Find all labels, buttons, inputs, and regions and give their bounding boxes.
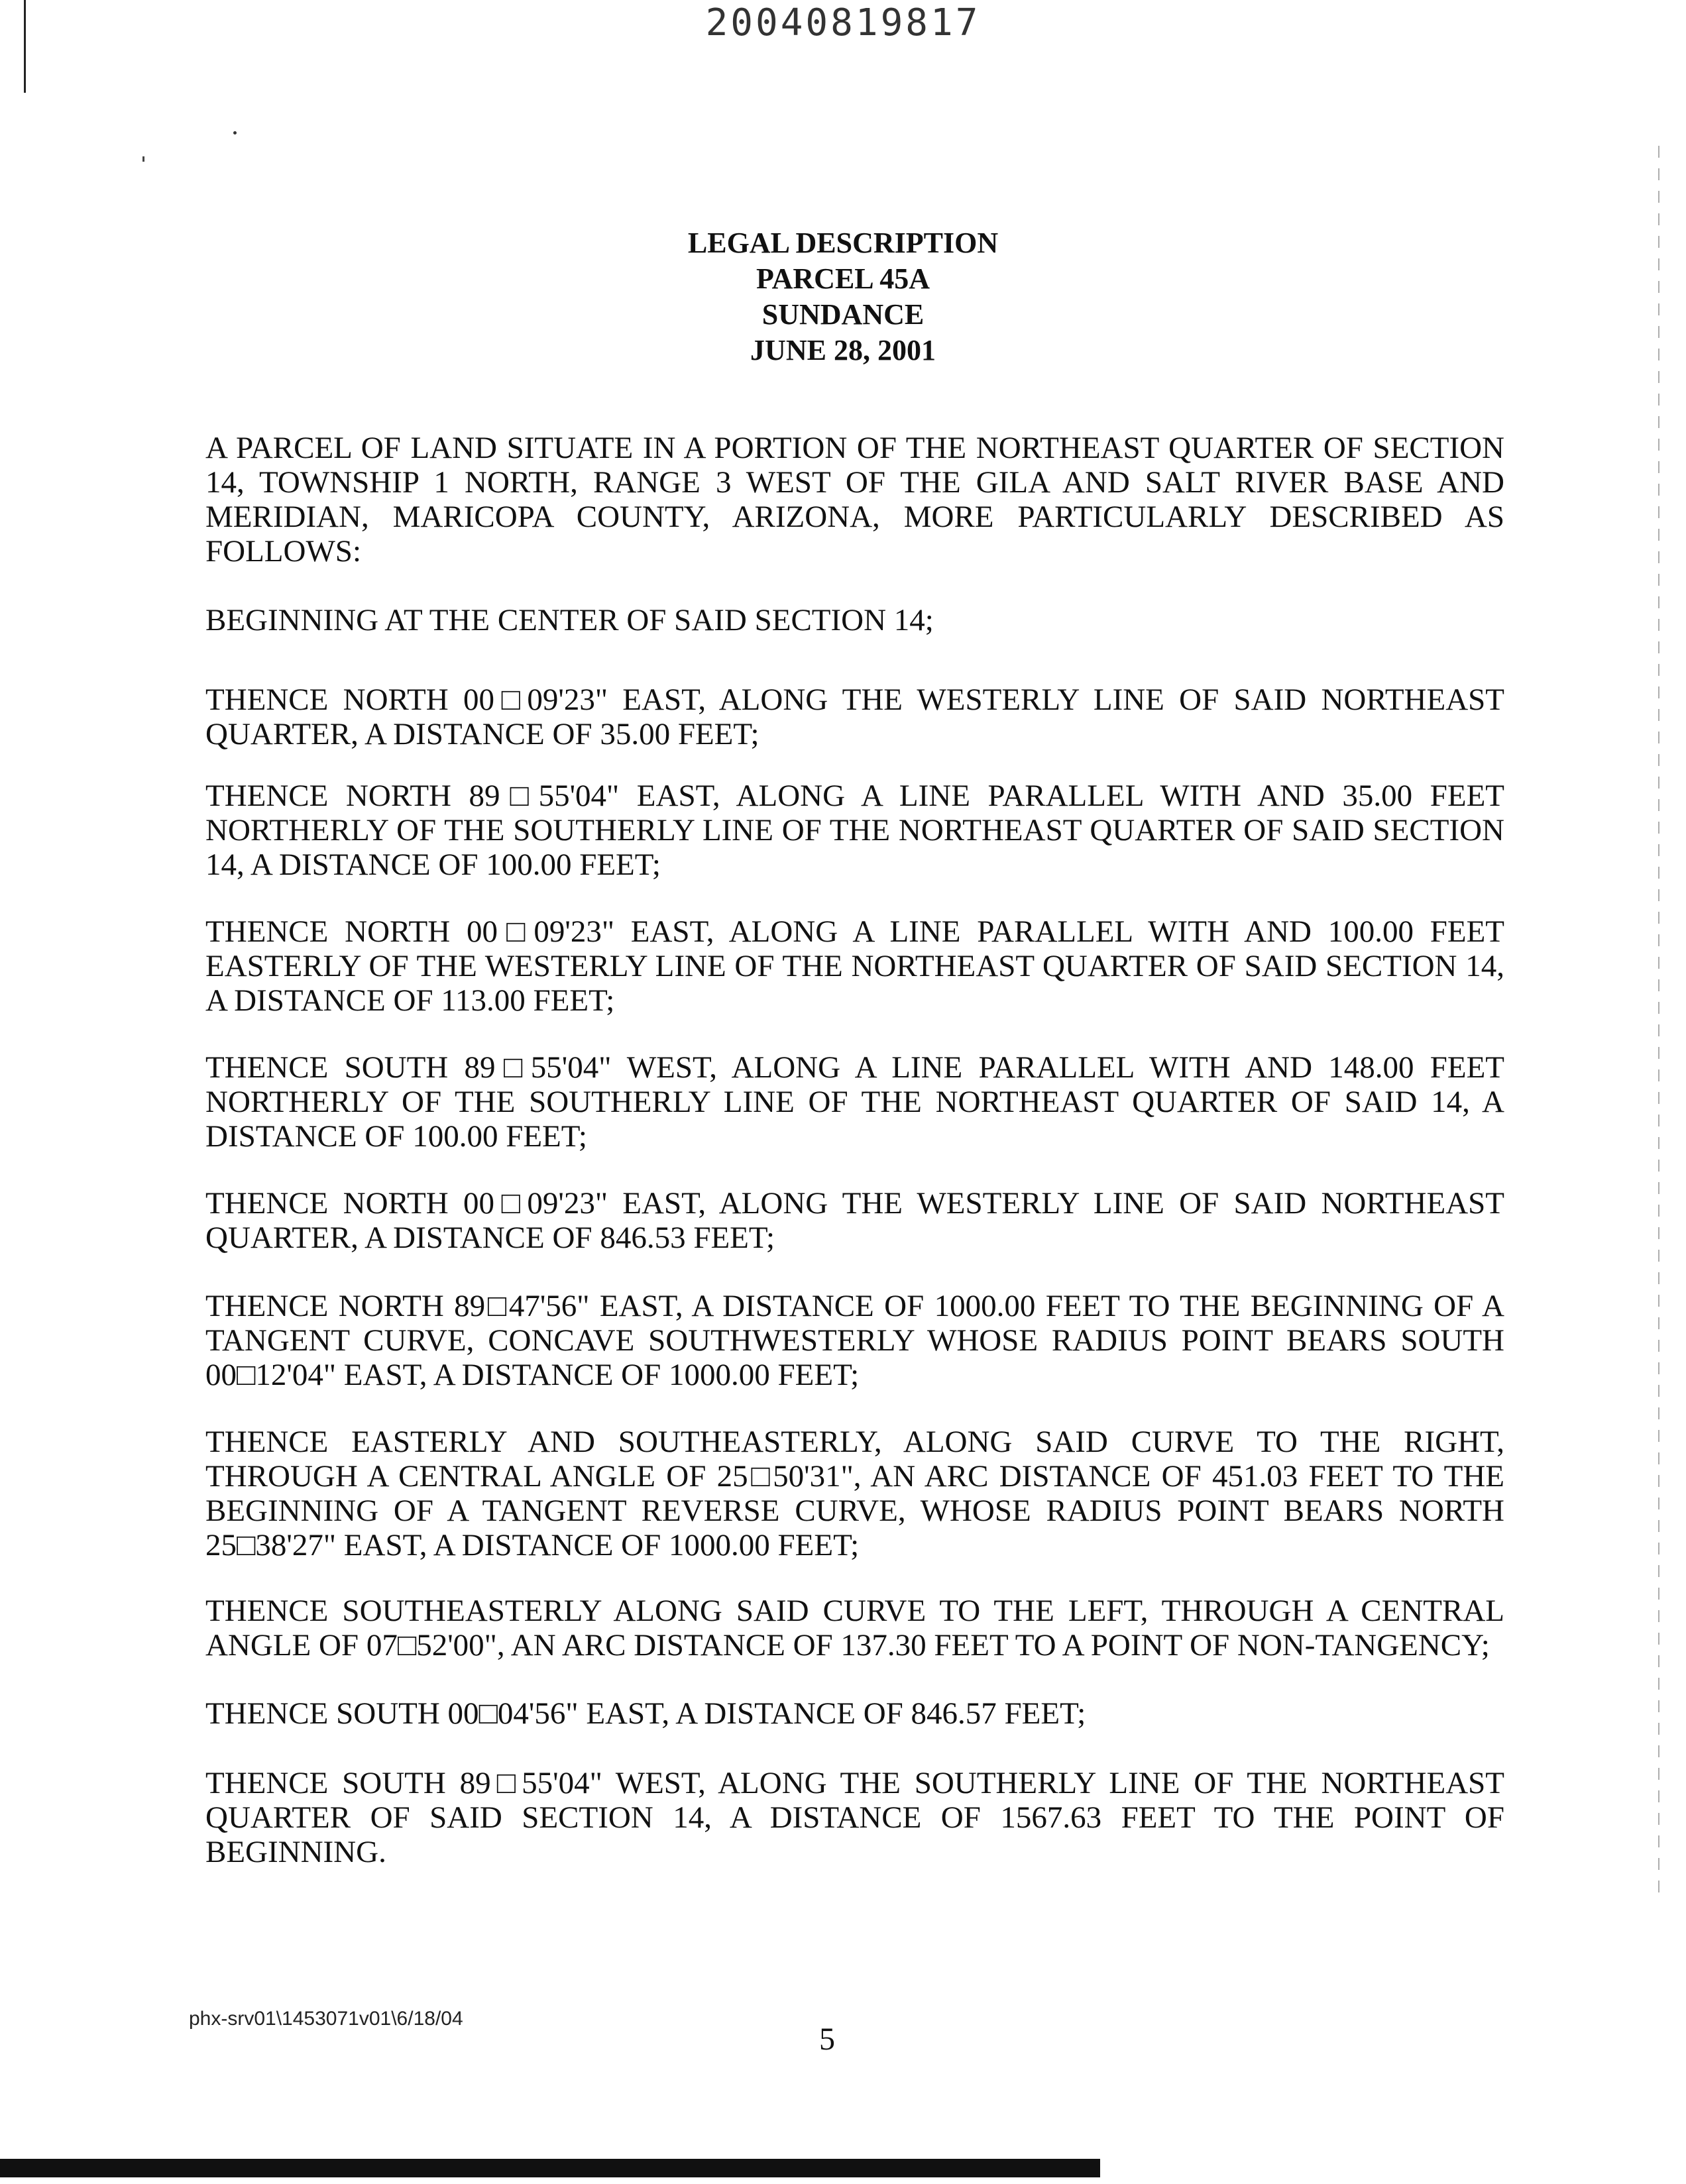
heading-parcel: PARCEL 45A bbox=[756, 262, 930, 295]
scan-speck bbox=[233, 131, 237, 135]
course-paragraph: THENCE NORTH 89□55'04" EAST, ALONG A LINE PARALLEL WITH AND 35.00 FEET NORTHERLY OF THE SOUTHERLY LINE OF THE NORTHEAST QUARTER OF SAID SECTION 14, A DISTANCE OF 100.00 FEET; bbox=[205, 779, 1504, 882]
course-paragraph: THENCE SOUTHEASTERLY ALONG SAID CURVE TO THE LEFT, THROUGH A CENTRAL ANGLE OF 07□52'00", AN ARC DISTANCE OF 137.30 FEET TO A POINT OF NON-TANGENCY; bbox=[205, 1594, 1504, 1663]
course-paragraph: THENCE EASTERLY AND SOUTHEASTERLY, ALONG SAID CURVE TO THE RIGHT, THROUGH A CENTRAL ANGLE OF 25□50'31", AN ARC DISTANCE OF 451.03 FEET TO THE BEGINNING OF A TANGENT REVERSE CURVE, WHOSE RADIUS POINT BEARS NORTH 25□38'27" EAST, A DISTANCE OF 1000.00 FEET; bbox=[205, 1425, 1504, 1562]
point-of-beginning-paragraph: BEGINNING AT THE CENTER OF SAID SECTION 14; bbox=[205, 603, 934, 637]
heading-title: LEGAL DESCRIPTION bbox=[687, 227, 999, 259]
document-heading bbox=[0, 225, 1686, 368]
recording-number: 20040819817 bbox=[705, 1, 981, 44]
scan-edge-line-right bbox=[1658, 146, 1659, 1902]
heading-date: JUNE 28, 2001 bbox=[750, 334, 936, 366]
course-paragraph: THENCE NORTH 00□09'23" EAST, ALONG THE WESTERLY LINE OF SAID NORTHEAST QUARTER, A DISTANCE OF 35.00 FEET; bbox=[205, 682, 1504, 751]
page-number: 5 bbox=[819, 2022, 835, 2057]
scan-bottom-bar bbox=[0, 2159, 1100, 2177]
footer-file-id: phx-srv01\1453071v01\6/18/04 bbox=[189, 2008, 463, 2030]
scan-edge-line bbox=[24, 0, 26, 93]
course-paragraph: THENCE SOUTH 00□04'56" EAST, A DISTANCE OF 846.57 FEET; bbox=[205, 1696, 1086, 1731]
closing-course-paragraph: THENCE SOUTH 89□55'04" WEST, ALONG THE SOUTHERLY LINE OF THE NORTHEAST QUARTER OF SAID SECTION 14, A DISTANCE OF 1567.63 FEET TO THE POINT OF BEGINNING. bbox=[205, 1766, 1504, 1869]
course-paragraph: THENCE NORTH 89□47'56" EAST, A DISTANCE OF 1000.00 FEET TO THE BEGINNING OF A TANGENT CURVE, CONCAVE SOUTHWESTERLY WHOSE RADIUS POINT BEARS SOUTH 00□12'04" EAST, A DISTANCE OF 1000.00 FEET; bbox=[205, 1289, 1504, 1392]
course-paragraph: THENCE NORTH 00□09'23" EAST, ALONG THE WESTERLY LINE OF SAID NORTHEAST QUARTER, A DISTANCE OF 846.53 FEET; bbox=[205, 1186, 1504, 1255]
course-paragraph: THENCE NORTH 00□09'23" EAST, ALONG A LINE PARALLEL WITH AND 100.00 FEET EASTERLY OF THE WESTERLY LINE OF THE NORTHEAST QUARTER OF SAID SECTION 14, A DISTANCE OF 113.00 FEET; bbox=[205, 914, 1504, 1018]
intro-paragraph: A PARCEL OF LAND SITUATE IN A PORTION OF THE NORTHEAST QUARTER OF SECTION 14, TOWNSHIP 1 NORTH, RANGE 3 WEST OF THE GILA AND SALT RIVER BASE AND MERIDIAN, MARICOPA COUNTY, ARIZONA, MORE PARTICULARLY DESCRIBED AS FOLLOWS: bbox=[205, 431, 1504, 569]
course-paragraph: THENCE SOUTH 89□55'04" WEST, ALONG A LINE PARALLEL WITH AND 148.00 FEET NORTHERLY OF THE SOUTHERLY LINE OF THE NORTHEAST QUARTER OF SAID 14, A DISTANCE OF 100.00 FEET; bbox=[205, 1050, 1504, 1154]
heading-project: SUNDANCE bbox=[761, 298, 925, 331]
scan-speck bbox=[142, 156, 144, 162]
